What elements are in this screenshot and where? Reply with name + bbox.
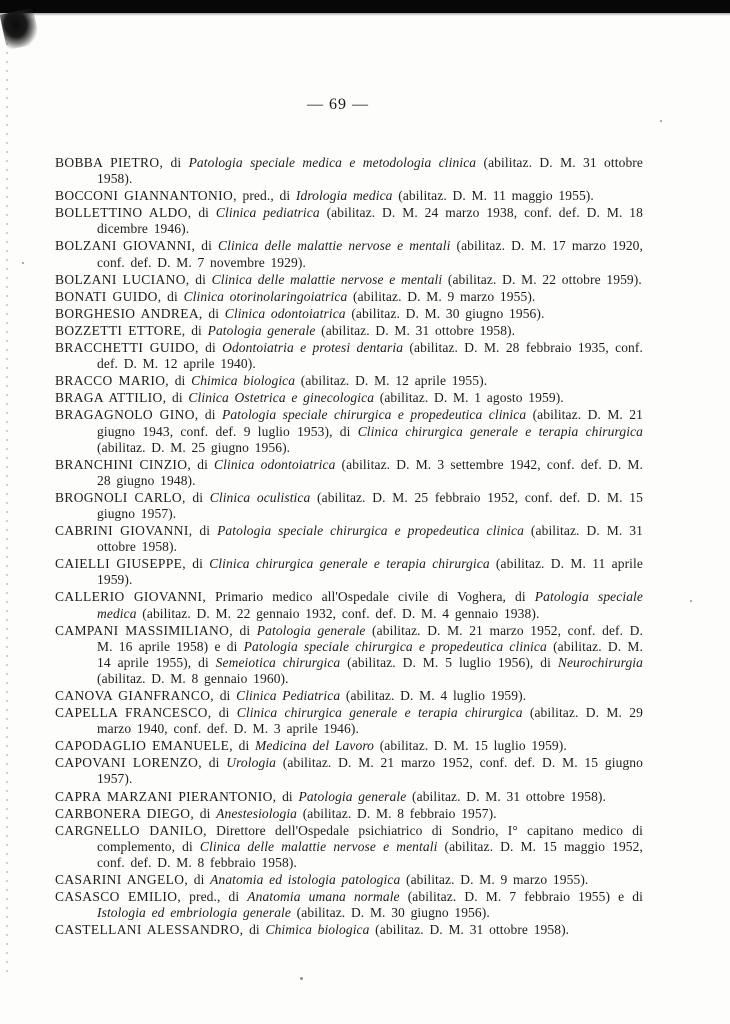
entry-name: BRACCO MARIO,	[55, 373, 170, 389]
directory-entry	[55, 205, 643, 237]
entry-text: (abilitaz. D. M. 31 ottobre 1958).	[369, 922, 570, 938]
entry-text: di	[191, 456, 215, 472]
entry-text: di	[232, 738, 255, 754]
entry-name: CARGNELLO DANILO,	[55, 822, 207, 838]
directory-entry	[55, 289, 643, 305]
directory-entry	[55, 490, 643, 522]
entry-subject: Clinica chirurgica generale e terapia chirurgica	[357, 423, 643, 439]
directory-entry	[55, 188, 643, 204]
entry-subject: Patologia speciale medica	[97, 589, 643, 621]
entry-text: di	[185, 322, 208, 338]
scan-artifact-left-edge	[6, 16, 8, 976]
entry-name: CAPELLA FRANCESCO,	[55, 705, 212, 721]
entry-subject: Clinica delle malattie nervose e mentali	[211, 271, 443, 287]
entry-name: BOLZANI GIOVANNI,	[55, 238, 196, 254]
entry-text: (abilitaz. D. M. 31 ottobre 1958).	[315, 322, 516, 338]
entry-text: (abilitaz. D. M. 4 luglio 1959).	[340, 688, 527, 703]
entry-name: CAPRA MARZANI PIERANTONIO,	[55, 788, 277, 804]
entry-name: BRAGAGNOLO GINO,	[55, 407, 199, 423]
directory-entry	[55, 755, 643, 787]
directory-entry	[55, 457, 643, 489]
entry-text: (abilitaz. D. M. 17 marzo 1920, conf. def. D. M. 7 novembre 1929).	[97, 238, 644, 270]
entry-subject: Patologia speciale chirurgica e propedeutica clinica	[222, 407, 527, 423]
entry-name: BOCCONI GIANNANTONIO,	[55, 188, 237, 204]
entry-name: CAIELLI GIUSEPPE,	[55, 556, 186, 572]
entry-text: (abilitaz. D. M. 9 marzo 1955).	[347, 288, 536, 304]
entry-text: (abilitaz. D. M. 25 febbraio 1952, conf. def. D. M. 15 giugno 1957).	[97, 489, 643, 521]
entry-subject: Patologia generale	[298, 788, 407, 804]
directory-entry	[55, 390, 643, 406]
entry-text: di	[214, 688, 237, 703]
directory-entry	[55, 523, 643, 555]
entry-name: CAMPANI MASSIMILIANO,	[55, 622, 233, 638]
entry-text: di	[243, 922, 266, 938]
entry-name: BRANCHINI CINZIO,	[55, 456, 192, 472]
entry-name: CALLERIO GIOVANNI,	[55, 589, 207, 605]
entry-text: (abilitaz. D. M. 28 febbraio 1935, conf. def. D. M. 12 aprile 1940).	[97, 340, 643, 372]
entry-name: BRACCHETTI GUIDO,	[55, 340, 199, 356]
entry-text: di	[202, 305, 225, 321]
directory-entry	[55, 407, 643, 455]
entry-text: (abilitaz. D. M. 12 aprile 1955).	[295, 373, 488, 389]
directory-entry	[55, 623, 643, 687]
directory-entry	[55, 373, 643, 389]
entry-text: di	[169, 373, 192, 389]
directory-entry	[55, 340, 643, 372]
entry-subject: Patologia generale	[207, 322, 316, 338]
entry-name: BOLLETTINO ALDO,	[55, 205, 192, 221]
entry-text: (abilitaz. D. M. 31 ottobre 1958).	[97, 155, 643, 187]
directory-entry	[55, 155, 643, 187]
entry-subject: Clinica odontoiatrica	[214, 456, 336, 472]
entry-text: (abilitaz. D. M. 11 aprile 1959).	[97, 556, 643, 588]
entry-subject: Anatomia umana normale	[247, 889, 400, 905]
entry-subject: Neurochirurgia	[557, 654, 643, 670]
entry-text: di	[192, 523, 218, 539]
entry-name: CASTELLANI ALESSANDRO,	[55, 922, 244, 938]
entry-subject: Clinica Ostetrica e ginecologica	[188, 390, 375, 406]
entry-subject: Clinica chirurgica generale e terapia chirurgica	[236, 705, 523, 721]
entry-text: di	[189, 271, 212, 287]
entry-text: di	[195, 238, 219, 254]
entry-subject: Clinica odontoiatrica	[224, 305, 346, 321]
scan-speckle	[690, 600, 692, 602]
entry-subject: Clinica delle malattie nervose e mentali	[218, 238, 451, 254]
entry-subject: Idrologia medica	[295, 188, 393, 204]
directory-entry	[55, 789, 643, 805]
entry-name: CABRINI GIOVANNI,	[55, 523, 193, 539]
entry-text: (abilitaz. D. M. 22 gennaio 1932, conf. def. D. M. 4 gennaio 1938).	[136, 605, 540, 621]
entry-text: (abilitaz. D. M. 21 marzo 1952, conf. def. D. M. 16 aprile 1958) e di	[97, 622, 643, 654]
scan-speckle	[660, 120, 662, 122]
entry-subject: Patologia speciale chirurgica e propedeutica clinica	[217, 523, 524, 539]
entry-text: (abilitaz. D. M. 21 marzo 1952, conf. def. D. M. 15 giugno 1957).	[97, 755, 643, 787]
directory-entry	[55, 922, 643, 938]
entry-text: di	[194, 805, 217, 821]
entry-text: di	[198, 407, 223, 423]
entry-subject: Medicina del Lavoro	[255, 738, 375, 754]
entry-text: (abilitaz. D. M. 7 febbraio 1955) e di	[399, 889, 643, 905]
entry-name: CANOVA GIANFRANCO,	[55, 688, 215, 703]
entry-text: pred., di	[181, 889, 248, 905]
entry-text: (abilitaz. D. M. 24 marzo 1938, conf. def. D. M. 18 dicembre 1946).	[97, 205, 643, 237]
entry-text: (abilitaz. D. M. 30 giugno 1956).	[345, 305, 545, 321]
entry-name: BOLZANI LUCIANO,	[55, 271, 190, 287]
entry-text: (abilitaz. D. M. 15 maggio 1952, conf. def. D. M. 8 febbraio 1958).	[97, 838, 643, 870]
entry-text: di	[188, 872, 211, 888]
entry-subject: Clinica chirurgica generale e terapia chirurgica	[209, 556, 490, 572]
entry-name: BONATI GUIDO,	[55, 288, 162, 304]
entry-subject: Clinica Pediatrica	[236, 688, 341, 703]
entry-text: (abilitaz. D. M. 3 settembre 1942, conf. def. D. M. 28 giugno 1948).	[97, 456, 643, 488]
entry-subject: Patologia speciale medica e metodologia clinica	[188, 155, 477, 170]
entry-text: di	[166, 390, 189, 406]
entry-subject: Chimica biologica	[265, 922, 370, 938]
entry-name: BORGHESIO ANDREA,	[55, 305, 203, 321]
entry-text: di	[198, 340, 223, 356]
entry-subject: Patologia speciale chirurgica e propedeutica clinica	[243, 638, 547, 654]
entry-name: BRAGA ATTILIO,	[55, 390, 167, 406]
entry-text: (abilitaz. D. M. 8 gennaio 1960).	[97, 670, 289, 686]
entry-subject: Urologia	[226, 755, 277, 771]
directory-entry	[55, 272, 643, 288]
directory-entry	[55, 589, 643, 621]
entry-name: BOBBA PIETRO,	[55, 155, 164, 170]
entry-subject: Chimica biologica	[191, 373, 296, 389]
entry-text: (abilitaz. D. M. 8 febbraio 1957).	[297, 805, 497, 821]
directory-entry	[55, 806, 643, 822]
entry-text: (abilitaz. D. M. 15 luglio 1959).	[374, 738, 567, 754]
page-number: — 69 —	[307, 96, 369, 113]
entry-text: di	[191, 205, 216, 221]
entry-name: CASARINI ANGELO,	[55, 872, 189, 888]
entry-text: pred., di	[236, 188, 296, 204]
entry-name: CAPODAGLIO EMANUELE,	[55, 738, 233, 754]
directory-entry	[55, 889, 643, 921]
directory-entry	[55, 705, 643, 737]
entry-text: (abilitaz. D. M. 31 ottobre 1958).	[406, 788, 606, 804]
entry-subject: Anatomia ed istologia patologica	[210, 872, 401, 888]
directory-entry	[55, 823, 643, 871]
entry-name: CAPOVANI LORENZO,	[55, 755, 202, 771]
entry-subject: Clinica delle malattie nervose e mentali	[199, 838, 438, 854]
entry-subject: Odontoiatria e protesi dentaria	[222, 340, 404, 356]
entry-text: di	[185, 489, 210, 505]
entry-subject: Istologia ed embriologia generale	[97, 905, 291, 921]
directory-entry	[55, 556, 643, 588]
entry-text: (abilitaz. D. M. 25 giugno 1956).	[97, 439, 291, 455]
entry-subject: Clinica pediatrica	[215, 205, 320, 221]
directory-entry	[55, 872, 643, 888]
entry-subject: Clinica oculistica	[209, 489, 311, 505]
entry-subject: Anestesiologia	[216, 805, 298, 821]
entry-text: di	[202, 755, 227, 771]
directory-entry	[55, 238, 643, 270]
entry-text: (abilitaz. D. M. 21 giugno 1943, conf. def. 9 luglio 1953), di	[97, 407, 643, 439]
entry-text: (abilitaz. D. M. 31 ottobre 1958).	[97, 523, 643, 555]
entry-text: (abilitaz. D. M. 30 giugno 1956).	[291, 905, 490, 921]
directory-entry	[55, 306, 643, 322]
scan-artifact-top-fade	[0, 13, 730, 16]
entry-text: di	[232, 622, 257, 638]
scan-speckle	[22, 262, 24, 264]
entry-name: CARBONERA DIEGO,	[55, 805, 195, 821]
entry-text: (abilitaz. D. M. 1 agosto 1959).	[374, 390, 564, 406]
entry-subject: Semeiotica chirurgica	[215, 654, 341, 670]
entry-text: di	[211, 705, 237, 721]
entry-text: (abilitaz. D. M. 11 maggio 1955).	[392, 188, 594, 204]
entry-text: (abilitaz. D. M. 22 ottobre 1959).	[442, 271, 642, 287]
entry-text: di	[276, 788, 299, 804]
entry-text: (abilitaz. D. M. 29 marzo 1940, conf. def. D. M. 3 aprile 1946).	[97, 705, 643, 737]
entry-text: di	[163, 155, 189, 170]
entry-text: (abilitaz. D. M. 14 aprile 1955), di	[97, 638, 643, 670]
entry-text: di	[185, 556, 210, 572]
entry-subject: Patologia generale	[256, 622, 366, 638]
directory-entry	[55, 323, 643, 339]
entry-text: Primario medico all'Ospedale civile di Voghera, di	[206, 589, 535, 605]
entry-text: di	[161, 288, 184, 304]
scan-artifact-top-band	[0, 0, 730, 13]
entry-text: Direttore dell'Ospedale psichiatrico di Sondrio, I° capitano medico di complemento, di	[97, 822, 644, 854]
entry-text: (abilitaz. D. M. 9 marzo 1955).	[400, 872, 589, 888]
directory-list	[55, 155, 643, 939]
entry-text: (abilitaz. D. M. 5 luglio 1956), di	[340, 654, 558, 670]
entry-name: BROGNOLI CARLO,	[55, 489, 186, 505]
scan-speckle	[300, 977, 303, 980]
entry-name: BOZZETTI ETTORE,	[55, 322, 186, 338]
directory-entry	[55, 738, 643, 754]
entry-subject: Clinica otorinolaringoiatrica	[183, 288, 348, 304]
entry-name: CASASCO EMILIO,	[55, 889, 182, 905]
directory-entry	[55, 688, 643, 704]
